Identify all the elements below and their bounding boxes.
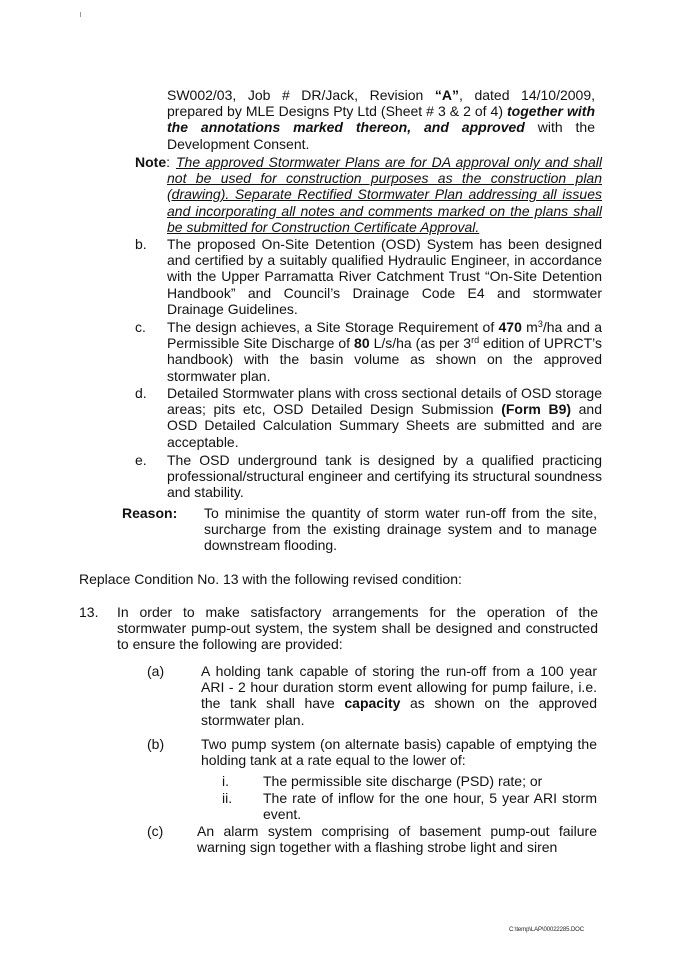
condition-13b-ii-marker: ii. [222, 790, 233, 806]
item-e-text: The OSD underground tank is designed by a qualified practicing professional/structural engineer and certifying its structural soundness and stability. [167, 452, 602, 501]
condition-13-number: 13. [79, 604, 99, 620]
item-b-text: The proposed On-Site Detention (OSD) System has been designed and certified by a suitably qualified Hydraulic Engineer, in accordance with the Upper Parramatta River Catchment Trust “On-Site Detention Handbook” and Council’s Drainage Code E4 and stormwater Drainage Guidelines. [167, 236, 602, 317]
condition-13-text: In order to make satisfactory arrangements for the operation of the stormwater pump-out system, the system shall be designed and constructed to ensure the following are provided: [117, 604, 598, 653]
footer-file-path: C:\temp\LAP\00022285.DOC [509, 927, 584, 933]
note-text: The approved Stormwater Plans are for DA approval only and shall not be used for construction purposes as the construction plan (drawing). Separate Rectified Stormwater Plan addressing all issues and incorporating all notes and comments marked on the plans shall be submitted for Construction Certificate Approval. [167, 154, 602, 235]
condition-13a-text: A holding tank capable of storing the run-off from a 100 year ARI - 2 hour duration storm event allowing for pump failure, i.e. the tank shall have capacity as shown on the approved stormwater plan. [201, 663, 597, 728]
item-c-marker: c. [135, 319, 146, 335]
condition-13a-marker: (a) [147, 663, 165, 679]
condition-13b-marker: (b) [147, 736, 165, 752]
condition-13b-i-marker: i. [222, 773, 229, 789]
condition-13b-ii-text: The rate of inflow for the one hour, 5 year ARI storm event. [263, 790, 597, 823]
condition-13b-i-text: The permissible site discharge (PSD) rate; or [263, 773, 543, 789]
item-b-marker: b. [135, 236, 147, 252]
condition-13c-marker: (c) [147, 823, 164, 839]
condition-13c-text: An alarm system comprising of basement pump-out failure warning sign together with a flashing strobe light and siren [197, 823, 597, 856]
item-d-text: Detailed Stormwater plans with cross sectional details of OSD storage areas; pits etc, OSD Detailed Design Submission (Form B9) and OSD Detailed Calculation Summary Sheets are submitted and are acceptable. [167, 385, 602, 450]
scan-speck [80, 12, 81, 17]
item-e-marker: e. [135, 452, 147, 468]
reason-label: Reason: [122, 505, 178, 521]
top-paragraph: SW002/03, Job # DR/Jack, Revision “A”, dated 14/10/2009, prepared by MLE Designs Pty Ltd (Sheet # 3 & 2 of 4) together with the annotations marked thereon, and approved with the Development Consent. [167, 87, 596, 152]
replace-condition-line: Replace Condition No. 13 with the following revised condition: [79, 571, 462, 587]
item-c-text: The design achieves, a Site Storage Requirement of 470 $m^3/ha$ and a Permissible Site Discharge of 80 L/s/ha (as per 3rd edition of UPRCT’s handbook) with the basin volume as shown on the approved stormwater plan. [167, 319, 603, 384]
item-d-marker: d. [135, 385, 147, 401]
note-label: Note: [135, 154, 171, 170]
condition-13b-text: Two pump system (on alternate basis) capable of emptying the holding tank at a rate equal to the lower of: [201, 736, 597, 769]
reason-text: To minimise the quantity of storm water run-off from the site, surcharge from the existing drainage system and to manage downstream flooding. [204, 505, 597, 554]
